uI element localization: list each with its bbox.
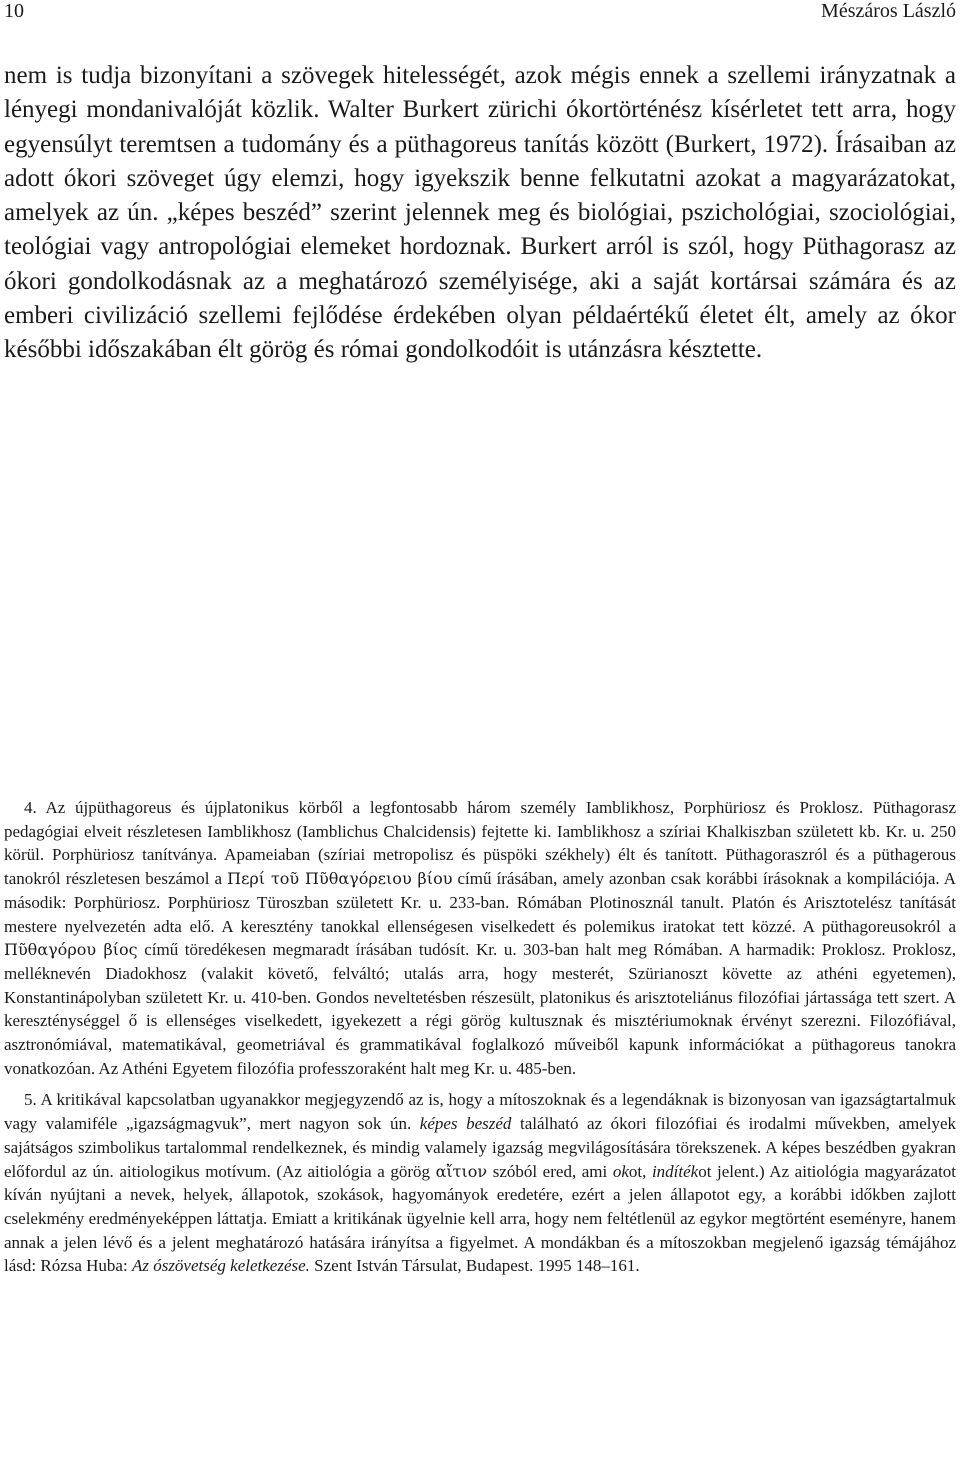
running-header	[4, 0, 956, 30]
running-header-author: Mészáros László	[821, 0, 956, 22]
footnote-text: található az ókori filozófiai és irodalmi művekben, amelyek sajátságos szimbolikus tartalommal rendelkeznek, és mindig valamely igazság megvilágosítására törekszenek. A képes beszédben gyakran előfordul az ún. aitiologikus motívum. (Az aitiológia a görög	[4, 1114, 957, 1181]
footnote-number: 4.	[24, 798, 37, 817]
body-paragraph: nem is tudja bizonyítani a szövegek hitelességét, azok mégis ennek a szellemi irányzatnak a lényegi mondanivalóját közlik. Walter Burkert zürichi ókortörténész kísérletet tett arra, hogy egyensúlyt teremtsen a tudomány és a püthagoreus tanítás között (Burkert, 1972). Írásaiban az adott ókori szöveget úgy elemzi, hogy igyekszik benne felkutatni azokat a magyarázatokat, amelyek az ún. „képes beszéd” szerint jelennek meg és biológiai, pszichológiai, szociológiai, teológiai vagy antropológiai elemeket hordoznak. Burkert arról is szól, hogy Püthagorasz az ókori gondolkodásnak az a meghatározó személyisége, aki a saját kortársai számára és az emberi civilizáció szellemi fejlődése érdekében olyan példaértékű életet élt, amely az ókor későbbi időszakában élt görög és római gondolkodóit is utánzásra késztette.	[4, 62, 956, 364]
footnote-text: szóból ered, ami	[492, 1161, 608, 1181]
book-title: Az ószövetség keletkezése.	[131, 1256, 310, 1276]
footnotes	[4, 796, 956, 1286]
footnote-text: című töredékesen megmaradt írásában tudósít. Kr. u. 303-ban halt meg Rómában. A harmadik: Proklosz. Proklosz, melléknevén Diadokhosz (valakit követő, felváltó; utalás arra, hogy mesterét, Szürianoszt követte az athéni egyetemen), Konstantinápolyban született Kr. u. 410-ben. Gondos neveltetésben részesült, platonikus és arisztoteliánus filozófiai jártassága tett szert. A kereszténységgel ő is ellenséges viselkedett, igyekezett a régi görög kultusznak és misztériumoknak érvényt szerezni. Filozófiával, asztronómiával, matematikával, geometriával és grammatikával foglalkozó műveiből kapunk információkat a püthagoreus tanokra vonatkozóan. Az Athéni Egyetem filozófia professzoraként halt meg Kr. u. 485-ben.	[4, 940, 956, 1078]
greek-word: αἴτιον	[435, 1161, 488, 1181]
footnote-4	[4, 796, 956, 1080]
footnote-text: című írásában, amely azonban csak korábbi írásoknak a kompilációja. A második: Porphüriosz. Porphüriosz Türoszban született Kr. u. 233-ban. Rómában Plotinosznál tanult. Platón és Arisztotelész tanítását mestere nyelvezetén adta elő. A keresztény tanokkal ellenségesen viselkedett és polemikus iratokat tett közzé. A püthagoreusokról a	[4, 869, 957, 936]
italic-term: ok	[612, 1161, 629, 1181]
footnote-text: Az újpüthagoreus és újplatonikus körből a legfontosabb három személy Iamblikhosz, Porphüriosz és Proklosz. Püthagorasz pedagógiai elveit részletesen Iamblikhosz (Iamblichus Chalcidensis) fejtette ki. Iamblikhosz a szíriai Khalkiszban született kb. Kr. u. 250 körül. Porphüriosz tanítványa. Apameiaban (szíriai metropolisz és püspöki székhely) élt és tanított. Püthagoraszról és a püthagerous tanokról részletesen beszámol a	[4, 798, 956, 889]
footnote-text: ot jelent.) Az aitiológia magyarázatot kíván nyújtani a nevek, helyek, állapotok, szokások, hagyományok eredetére, ezért a jelen állapotot egy, a korábbi időkben zajlott cselekmény eredményeképpen láttatja. Emiatt a kritikának ügyelnie kell arra, hogy nem feltétlenül az egykor megtörtént eseményre, hanem annak a jelen lévő és a jelent meghatározó hatására irányítsa a figyelmet. A mondákban és a mítoszokban megjelenő igazság témájához lásd: Rózsa Huba:	[4, 1161, 957, 1276]
footnote-text: Szent István Társulat, Budapest. 1995 148–161.	[314, 1256, 640, 1276]
greek-title: Πῦθαγόρου βίος	[4, 940, 138, 960]
footnote-text: ot,	[628, 1161, 647, 1181]
italic-term: indíték	[651, 1161, 699, 1181]
italic-term: képes beszéd	[419, 1114, 512, 1134]
page-number: 10	[4, 0, 24, 22]
footnote-text: A kritikával kapcsolatban ugyanakkor megjegyzendő az is, hogy a mítoszoknak és a legendáknak is bizonyosan van igazságtartalmuk vagy valamiféle „igazságmagvuk”, mert nagyon sok ún.	[4, 1090, 956, 1134]
footnote-5	[4, 1088, 956, 1278]
footnote-number: 5.	[24, 1090, 37, 1110]
greek-title: Περί τοῦ Πῦθαγόρειου βίου	[227, 869, 453, 889]
